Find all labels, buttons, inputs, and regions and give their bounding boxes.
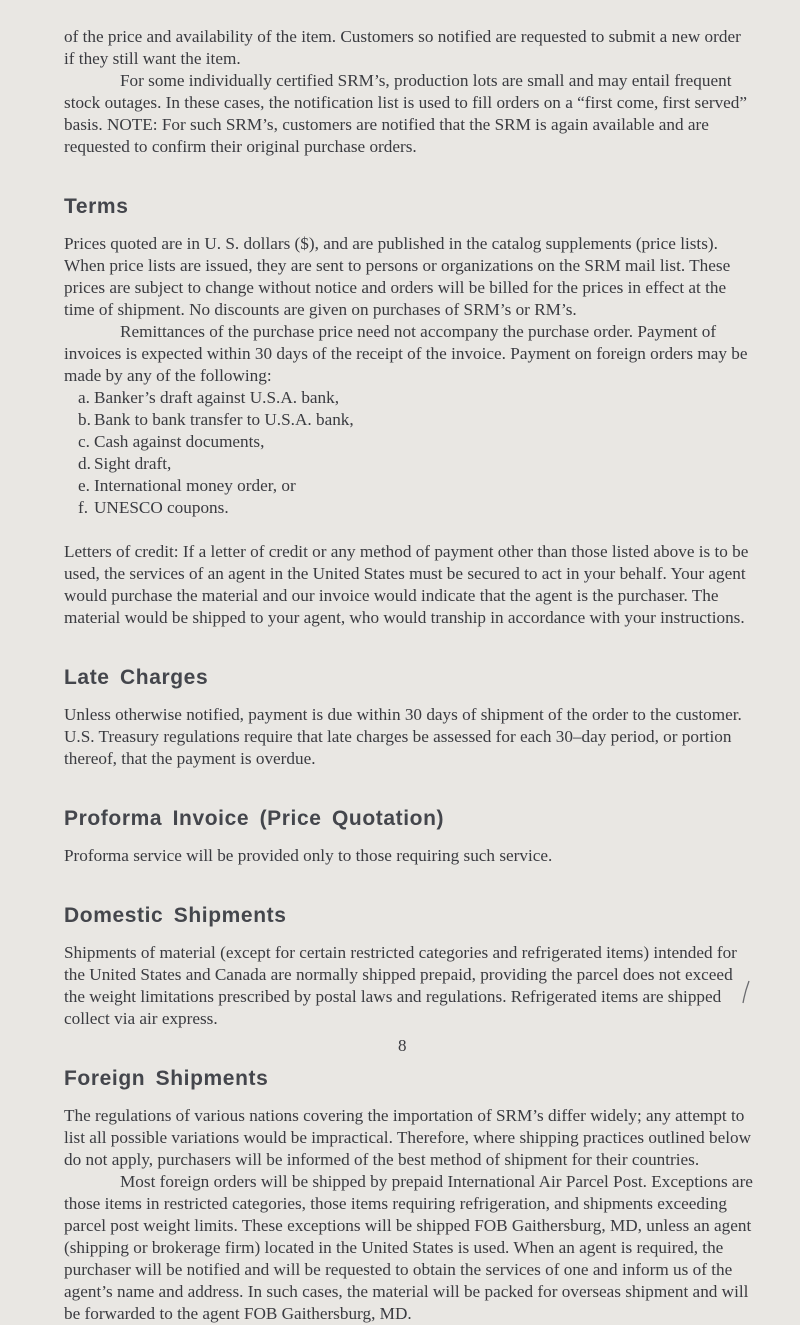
foreign-shipments-paragraph-1: The regulations of various nations covering the importation of SRM’s differ widely; any attempt to list all possible variations would be impractical. Therefore, where shipping practices outlined below do not apply, purchasers will be informed of the best method of shipment for their countries.	[64, 1106, 751, 1169]
list-item: f. UNESCO coupons.	[78, 498, 229, 517]
foreign-shipments-paragraph-2: Most foreign orders will be shipped by prepaid International Air Parcel Post. Exceptions are those items in restricted categories, those items requiring refrigeration, and shipments exceeding parcel post weight limits. These exceptions will be shipped FOB Gaithersburg, MD, unless an agent (shipping or brokerage firm) located in the United States is used. When an agent is required, the purchaser will be notified and will be requested to obtain the services of one and inform us of the agent’s name and address. In such cases, the material will be packed for overseas shipment and will be forwarded to the agent FOB Gaithersburg, MD.	[64, 1172, 753, 1323]
terms-heading: Terms	[64, 195, 129, 218]
terms-paragraph-1: Prices quoted are in U. S. dollars ($), and are published in the catalog supplements (price lists). When price lists are issued, they are sent to persons or organizations on the SRM mail list. These prices are subject to change without notice and orders will be billed for the prices in effect at the time of shipment. No discounts are given on purchases of SRM’s or RM’s.	[64, 234, 731, 319]
late-charges-heading: Late Charges	[64, 666, 209, 689]
terms-paragraph-3: Letters of credit: If a letter of credit or any method of payment other than those listed above is to be used, the services of an agent in the United States must be secured to act in your behalf. Your agent would purchase the material and our invoice would indicate that the agent is the purchaser. The material would be shipped to your agent, who would tranship in accordance with your instructions.	[64, 542, 749, 627]
list-item: a. Banker’s draft against U.S.A. bank,	[78, 388, 340, 407]
list-item: c. Cash against documents,	[78, 432, 265, 451]
page-number: 8	[398, 1036, 407, 1055]
terms-paragraph-2: Remittances of the purchase price need not accompany the purchase order. Payment of invoices is expected within 30 days of the receipt of the invoice. Payment on foreign orders may be made by any of the following:	[64, 322, 748, 385]
payment-methods-list	[64, 387, 754, 519]
list-item: e. International money order, or	[78, 476, 296, 495]
proforma-paragraph: Proforma service will be provided only to those requiring such service.	[64, 846, 553, 865]
list-item: d. Sight draft,	[78, 454, 172, 473]
list-item: b. Bank to bank transfer to U.S.A. bank,	[78, 410, 354, 429]
domestic-shipments-paragraph: Shipments of material (except for certain restricted categories and refrigerated items) intended for the United States and Canada are normally shipped prepaid, providing the parcel does not exceed the weight limitations prescribed by postal laws and regulations. Refrigerated items are shipped collect via air express.	[64, 943, 737, 1028]
foreign-shipments-heading: Foreign Shipments	[64, 1067, 269, 1090]
proforma-heading: Proforma Invoice (Price Quotation)	[64, 807, 445, 830]
intro-paragraph-1: of the price and availability of the item. Customers so notified are requested to submit a new order if they still want the item.	[64, 27, 741, 68]
late-charges-paragraph: Unless otherwise notified, payment is due within 30 days of shipment of the order to the customer. U.S. Treasury regulations require that late charges be assessed for each 30–day period, or portion thereof, that the payment is overdue.	[64, 705, 742, 768]
pen-stroke-mark	[741, 980, 751, 1004]
domestic-shipments-heading: Domestic Shipments	[64, 904, 287, 927]
intro-paragraph-2: For some individually certified SRM’s, production lots are small and may entail frequent stock outages. In these cases, the notification list is used to fill orders on a “first come, first served” basis. NOTE: For such SRM’s, customers are notified that the SRM is again available and are requested to confirm their original purchase orders.	[64, 71, 748, 156]
document-page	[64, 26, 754, 1325]
